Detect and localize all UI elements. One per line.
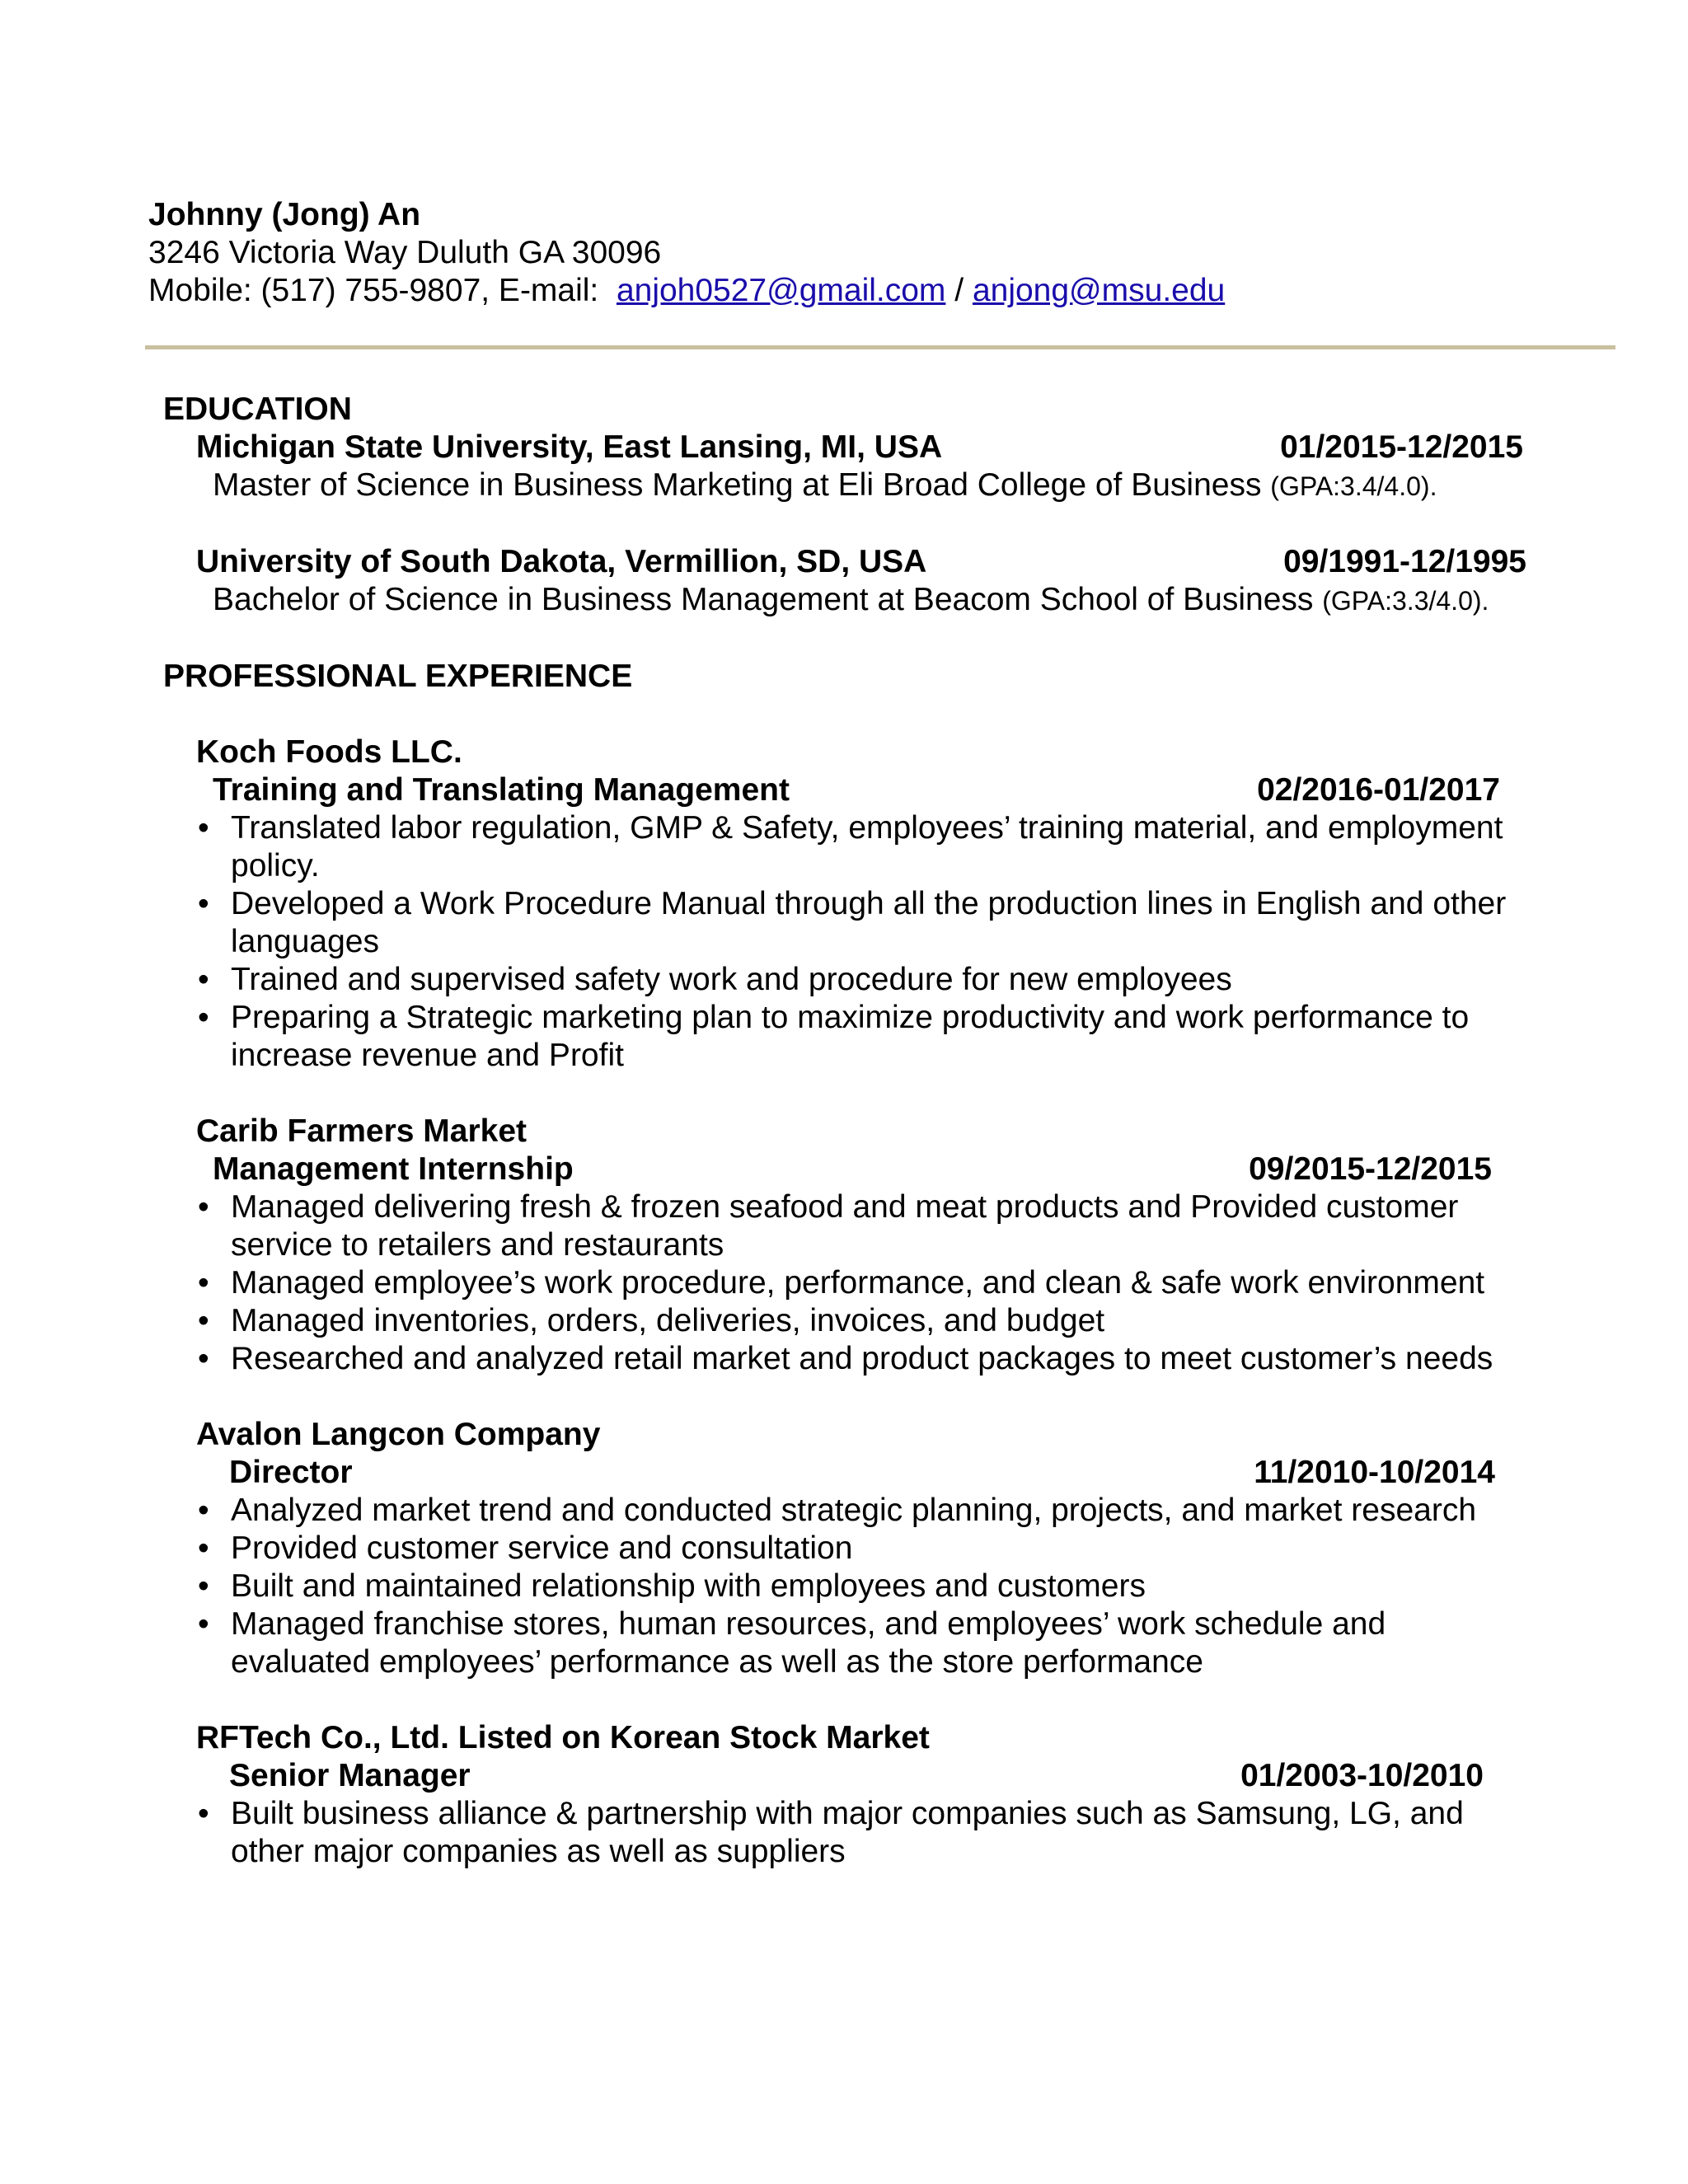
job-entry xyxy=(148,733,1507,1075)
contact-line xyxy=(148,272,1225,310)
job-entry xyxy=(148,1416,1495,1681)
degree-text: Master of Science in Business Marketing at Eli Broad College of Business xyxy=(213,467,1271,503)
school-name: University of South Dakota, Vermillion, SD, USA xyxy=(196,544,927,579)
job-dates: 09/2015-12/2015 xyxy=(1249,1151,1492,1187)
address-line: 3246 Victoria Way Duluth GA 30096 xyxy=(148,235,662,270)
job-dates: 02/2016-01/2017 xyxy=(1257,772,1500,808)
school-name: Michigan State University, East Lansing, MI, USA xyxy=(196,429,943,465)
job-title-row xyxy=(213,1151,1492,1188)
job-title: Training and Translating Management xyxy=(213,772,790,808)
job-bullets xyxy=(148,1795,1517,1871)
job-title: Senior Manager xyxy=(229,1758,471,1793)
email-link-secondary[interactable]: anjong@msu.edu xyxy=(972,273,1226,308)
bullet-item: • Managed employee’s work procedure, performance, and clean & safe work environment xyxy=(148,1264,1517,1302)
bullet-item: • Managed franchise stores, human resources, and employees’ work schedule and evaluated employees’ performance as well as the store performance xyxy=(148,1605,1533,1681)
experience-heading: PROFESSIONAL EXPERIENCE xyxy=(163,658,633,694)
company-name: Koch Foods LLC. xyxy=(196,734,462,770)
contact-prefix: Mobile: (517) 755-9807, E-mail: xyxy=(148,273,617,308)
education-item xyxy=(196,543,1526,620)
job-title-row xyxy=(229,1454,1495,1492)
bullet-item: • Developed a Work Procedure Manual through all the production lines in English and other languages xyxy=(148,885,1517,961)
job-bullets xyxy=(148,809,1517,1075)
company-name: RFTech Co., Ltd. Listed on Korean Stock Market xyxy=(196,1720,930,1755)
education-dates: 01/2015-12/2015 xyxy=(1280,429,1523,465)
job-title-row xyxy=(229,1757,1484,1795)
company-name: Avalon Langcon Company xyxy=(196,1417,601,1452)
bullet-item: • Preparing a Strategic marketing plan to maximize productivity and work performance to increase revenue and Profit xyxy=(148,999,1517,1075)
degree-line xyxy=(213,466,1523,505)
job-bullets xyxy=(148,1492,1533,1681)
education-row xyxy=(196,543,1526,581)
degree-line xyxy=(213,581,1526,620)
degree-text: Bachelor of Science in Business Management at Beacom School of Business xyxy=(213,582,1323,617)
job-title-row xyxy=(213,771,1500,809)
job-dates: 01/2003-10/2010 xyxy=(1240,1758,1484,1793)
candidate-name: Johnny (Jong) An xyxy=(148,197,421,232)
bullet-item: • Built business alliance & partnership with major companies such as Samsung, LG, and other major companies as well as suppliers xyxy=(148,1795,1517,1871)
company-name: Carib Farmers Market xyxy=(196,1113,528,1149)
resume-header xyxy=(148,196,1225,310)
email-link-primary[interactable]: anjoh0527@gmail.com xyxy=(616,273,946,308)
job-title: Director xyxy=(229,1455,353,1490)
job-entry xyxy=(148,1719,1484,1871)
education-dates: 09/1991-12/1995 xyxy=(1283,544,1526,579)
bullet-item: • Trained and supervised safety work and procedure for new employees xyxy=(148,961,1517,999)
bullet-item: • Provided customer service and consultation xyxy=(148,1530,1533,1568)
job-dates: 11/2010-10/2014 xyxy=(1254,1455,1495,1490)
job-title: Management Internship xyxy=(213,1151,574,1187)
gpa-text: (GPA:3.3/4.0). xyxy=(1322,586,1489,616)
job-bullets xyxy=(148,1188,1517,1378)
bullet-item: • Built and maintained relationship with employees and customers xyxy=(148,1568,1533,1605)
bullet-item: • Managed delivering fresh & frozen seafood and meat products and Provided customer service to retailers and restaurants xyxy=(148,1188,1517,1264)
bullet-item: • Researched and analyzed retail market and product packages to meet customer’s needs xyxy=(148,1340,1517,1378)
job-entry xyxy=(148,1113,1492,1378)
header-divider xyxy=(145,345,1615,349)
education-item xyxy=(196,429,1523,505)
bullet-item: • Translated labor regulation, GMP & Safety, employees’ training material, and employment policy. xyxy=(148,809,1517,885)
resume-body xyxy=(148,391,1526,1871)
gpa-text: (GPA:3.4/4.0). xyxy=(1270,471,1437,501)
email-separator: / xyxy=(945,273,973,308)
education-heading: EDUCATION xyxy=(163,391,352,427)
bullet-item: • Analyzed market trend and conducted strategic planning, projects, and market research xyxy=(148,1492,1533,1530)
education-row xyxy=(196,429,1523,466)
bullet-item: • Managed inventories, orders, deliveries, invoices, and budget xyxy=(148,1302,1517,1340)
